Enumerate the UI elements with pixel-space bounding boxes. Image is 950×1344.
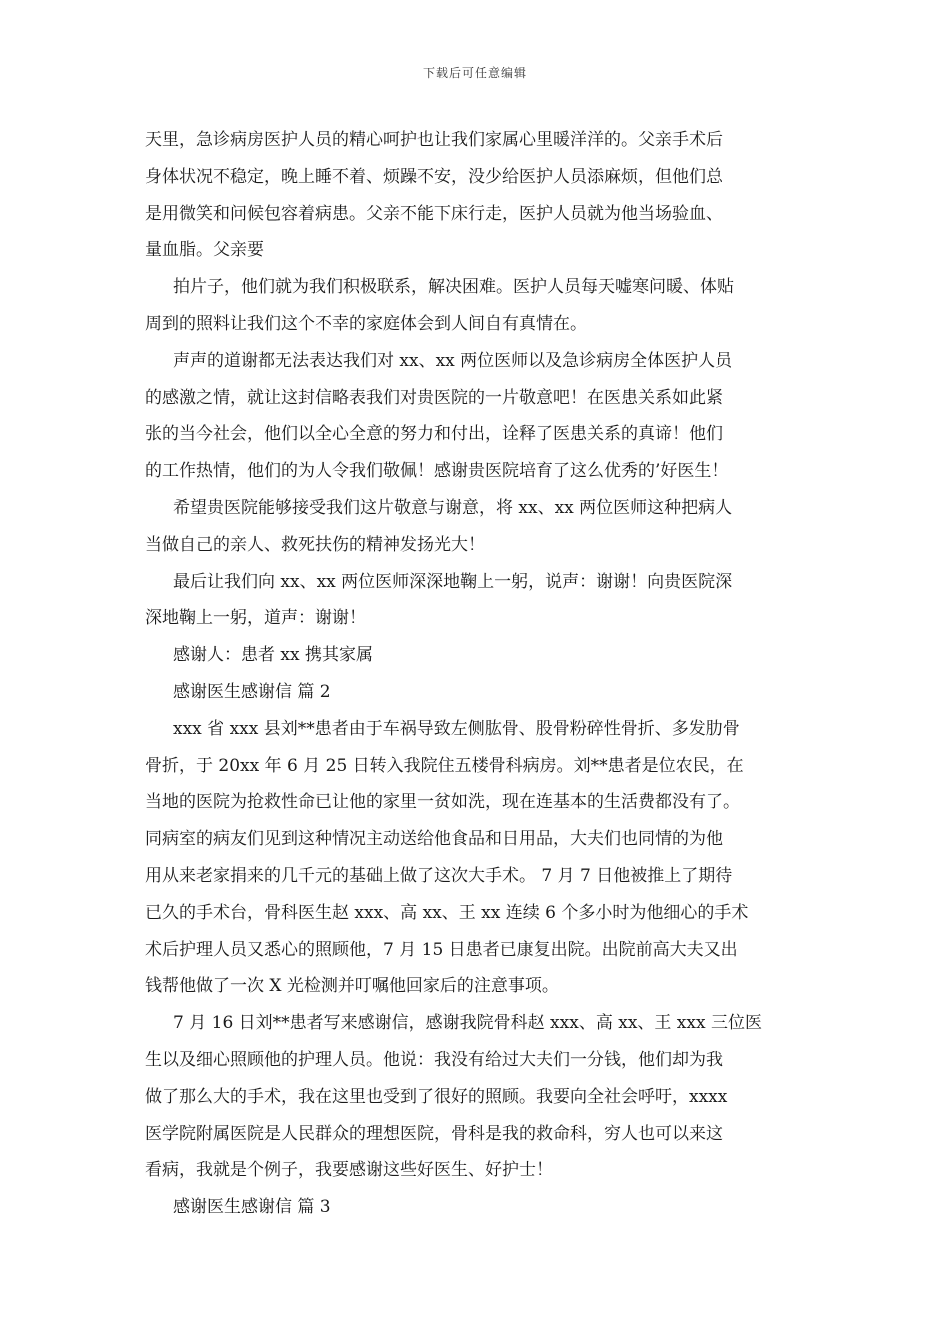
text-line: 术后护理人员又悉心的照顾他，7 月 15 日患者已康复出院。出院前高大夫又出 (145, 939, 738, 960)
text-line: 是用微笑和问候包容着病患。父亲不能下床行走，医护人员就为他当场验血、 (145, 203, 723, 224)
text-line: 天里，急诊病房医护人员的精心呵护也让我们家属心里暖洋洋的。父亲手术后 (145, 130, 723, 150)
paragraph (145, 269, 815, 343)
paragraph (145, 564, 815, 638)
paragraph (145, 674, 815, 711)
text-line: 感谢医生感谢信 篇 3 (173, 1197, 331, 1218)
text-line: 当做自己的亲人、救死扶伤的精神发扬光大！ (145, 534, 485, 555)
paragraph (145, 1005, 815, 1189)
paragraph (145, 711, 815, 1005)
text-line: 感谢医生感谢信 篇 2 (173, 681, 331, 702)
text-line: 感谢人：患者 xx 携其家属 (173, 645, 373, 666)
text-line: 7 月 16 日刘**患者写来感谢信，感谢我院骨科赵 xxx、高 xx、王 xxx 三位医 (173, 1013, 762, 1034)
paragraph (145, 637, 815, 674)
text-line: 钱帮他做了一次 X 光检测并叮嘱他回家后的注意事项。 (145, 976, 559, 997)
text-line: 希望贵医院能够接受我们这片敬意与谢意，将 xx、xx 两位医师这种把病人 (173, 497, 733, 518)
paragraph (145, 490, 815, 564)
text-line: 周到的照料让我们这个不幸的家庭体会到人间自有真情在。 (145, 313, 587, 334)
page-header: 下载后可任意编辑 (422, 66, 527, 80)
text-line: 做了那么大的手术，我在这里也受到了很好的照顾。我要向全社会呼吁，xxxx (145, 1086, 728, 1107)
text-line: 量血脂。父亲要 (145, 240, 264, 261)
text-line: 骨折，于 20xx 年 6 月 25 日转入我院住五楼骨科病房。刘**患者是位农民，在 (145, 755, 744, 776)
text-line: 深地鞠上一躬，道声：谢谢！ (145, 608, 366, 629)
document-body (145, 122, 815, 1226)
text-line: 用从来老家捐来的几千元的基础上做了这次大手术。 7 月 7 日他被推上了期待 (145, 865, 733, 886)
text-line: 最后让我们向 xx、xx 两位医师深深地鞠上一躬，说声：谢谢！向贵医院深 (173, 571, 733, 592)
text-line: 同病室的病友们见到这种情况主动送给他食品和日用品，大夫们也同情的为他 (145, 829, 723, 850)
text-line: 生以及细心照顾他的护理人员。他说：我没有给过大夫们一分钱，他们却为我 (145, 1049, 723, 1070)
text-line: 身体状况不稳定，晚上睡不着、烦躁不安，没少给医护人员添麻烦，但他们总 (145, 166, 723, 187)
text-line: 声声的道谢都无法表达我们对 xx、xx 两位医师以及急诊病房全体医护人员 (173, 350, 733, 371)
paragraph (145, 122, 815, 269)
text-line: 的工作热情，他们的为人令我们敬佩！感谢贵医院培育了这么优秀的’好医生！ (145, 461, 729, 482)
text-line: xxx 省 xxx 县刘**患者由于车祸导致左侧肱骨、股骨粉碎性骨折、多发肋骨 (173, 718, 740, 739)
text-line: 已久的手术台，骨科医生赵 xxx、高 xx、王 xx 连续 6 个多小时为他细心的手术 (145, 902, 749, 923)
text-line: 当地的医院为抢救性命已让他的家里一贫如洗，现在连基本的生活费都没有了。 (145, 792, 740, 813)
paragraph (145, 343, 815, 490)
text-line: 医学院附属医院是人民群众的理想医院，骨科是我的救命科，穷人也可以来这 (145, 1123, 723, 1144)
text-line: 拍片子，他们就为我们积极联系，解决困难。医护人员每天嘘寒问暖、体贴 (173, 277, 734, 298)
text-line: 的感激之情，就让这封信略表我们对贵医院的一片敬意吧！在医患关系如此紧 (145, 387, 723, 408)
text-line: 看病，我就是个例子，我要感谢这些好医生、好护士！ (145, 1160, 553, 1181)
text-line: 张的当今社会，他们以全心全意的努力和付出，诠释了医患关系的真谛！他们 (145, 424, 723, 445)
paragraph (145, 1189, 815, 1226)
